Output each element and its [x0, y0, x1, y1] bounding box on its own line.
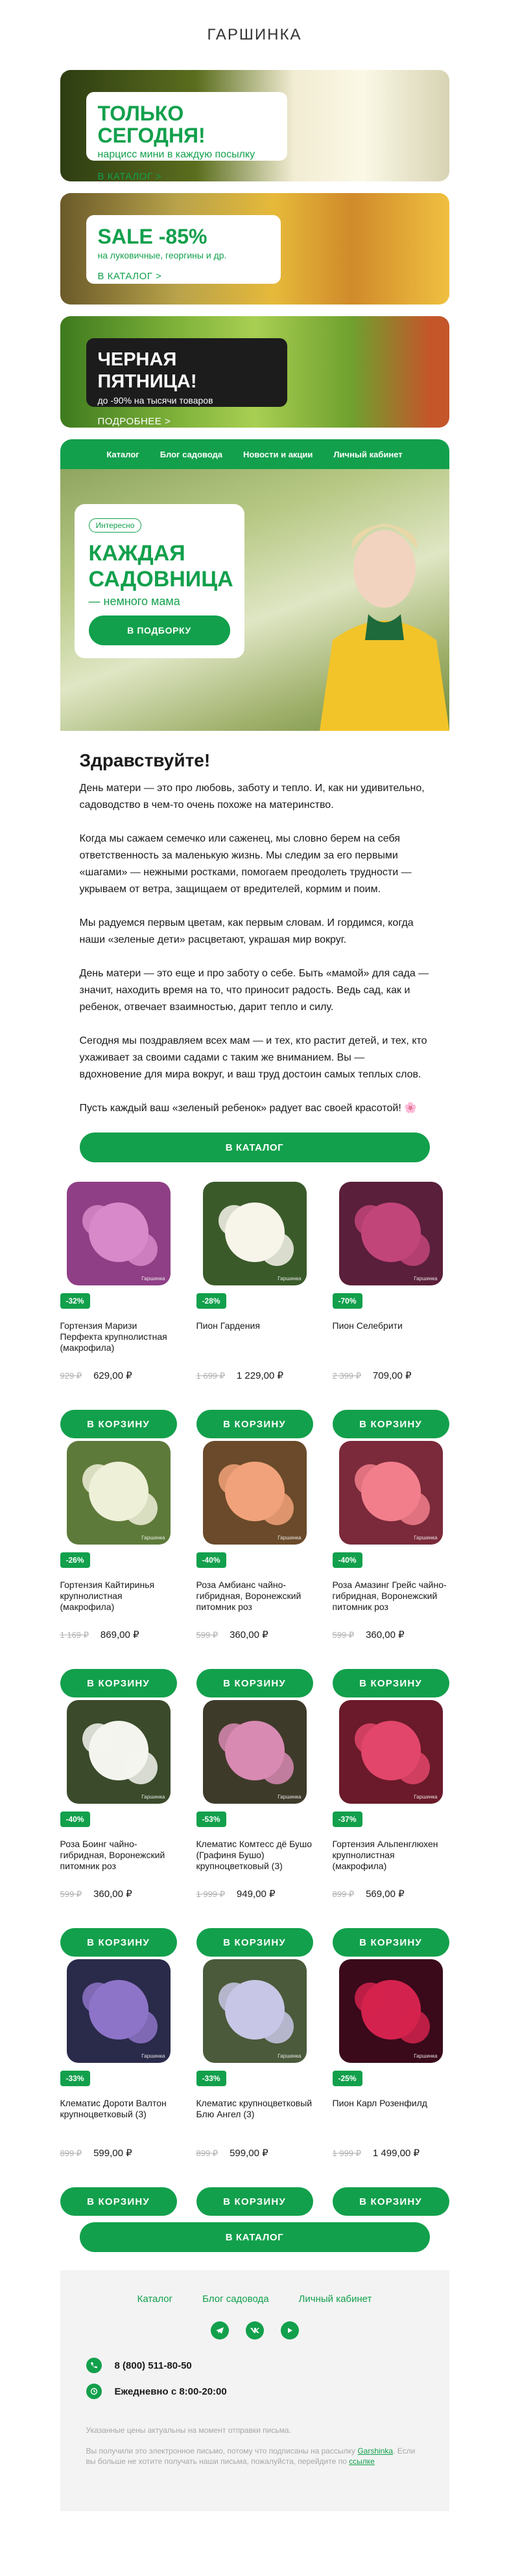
- current-price: 360,00 ₽: [366, 1629, 405, 1640]
- product-name[interactable]: Роза Амбианс чайно-гибридная, Воронежский питомник роз: [196, 1580, 302, 1612]
- hero-title-line2: САДОВНИЦА: [88, 567, 233, 592]
- nav-item-catalog[interactable]: Каталог: [106, 449, 139, 459]
- product-image[interactable]: [67, 1700, 171, 1804]
- product-image[interactable]: [339, 1182, 443, 1285]
- product-card[interactable]: [60, 1700, 177, 1959]
- banner-subtitle: нарцисс мини в каждую посылку: [97, 149, 255, 160]
- product-prices: [60, 1629, 177, 1640]
- product-name[interactable]: Пион Селебрити: [332, 1320, 403, 1331]
- product-image[interactable]: [339, 1441, 443, 1545]
- letter-paragraph: Мы радуемся первым цветам, как первым словам. И гордимся, когда наши «зеленые дети» расцветают, украшая мир вокруг.: [79, 917, 414, 945]
- footer: [60, 2270, 449, 2511]
- add-to-cart-button[interactable]: В КОРЗИНУ: [333, 1928, 449, 1957]
- product-prices: [196, 1629, 313, 1640]
- flower-image: [203, 1959, 307, 2063]
- discount-badge: -37%: [333, 1811, 362, 1827]
- product-card[interactable]: [196, 1441, 313, 1700]
- banner-link[interactable]: ПОДРОБНЕЕ >: [97, 416, 171, 427]
- brand-link[interactable]: Garshinka: [357, 2446, 394, 2455]
- hours-row: [86, 2384, 423, 2399]
- letter-paragraph: Сегодня мы поздравляем всех мам — и тех, кто растит детей, и тех, кто ухаживает за своими садами с таким же вниманием. Вы — вдохновение для мира вокруг, и ваш труд достоин самых теплых слов.: [79, 1035, 427, 1080]
- product-prices: [60, 1888, 177, 1900]
- add-to-cart-button[interactable]: В КОРЗИНУ: [196, 2187, 313, 2216]
- add-to-cart-button[interactable]: В КОРЗИНУ: [196, 1410, 313, 1438]
- watermark: Гаршинка: [141, 1794, 165, 1800]
- add-to-cart-button[interactable]: В КОРЗИНУ: [60, 1928, 177, 1957]
- working-hours: Ежедневно с 8:00-20:00: [114, 2386, 227, 2397]
- product-name[interactable]: Пион Карл Розенфилд: [332, 2098, 427, 2108]
- product-prices: [60, 2147, 177, 2159]
- add-to-cart-button[interactable]: В КОРЗИНУ: [196, 1669, 313, 1697]
- product-image-bloom: [355, 1983, 386, 2014]
- banner-link[interactable]: В КАТАЛОГ >: [97, 171, 162, 181]
- flower-image: [203, 1700, 307, 1804]
- banner-subtitle: до -90% на тысячи товаров: [97, 395, 213, 406]
- nav-item-account[interactable]: Личный кабинет: [333, 449, 403, 459]
- discount-badge: -40%: [333, 1552, 362, 1568]
- unsubscribe-link[interactable]: ссылке: [349, 2457, 375, 2466]
- product-image-bloom: [219, 1983, 250, 2014]
- product-image-bloom: [260, 1232, 294, 1266]
- nav-item-blog[interactable]: Блог садовода: [160, 449, 222, 459]
- product-image-bloom: [355, 1723, 386, 1754]
- product-image[interactable]: [67, 1441, 171, 1545]
- product-image[interactable]: [203, 1700, 307, 1804]
- product-image-bloom: [124, 2010, 158, 2043]
- discount-badge: -40%: [196, 1552, 226, 1568]
- product-name[interactable]: Роза Амазинг Грейс чайно-гибридная, Воронежский питомник роз: [332, 1580, 447, 1612]
- footer-link-blog[interactable]: Блог садовода: [202, 2294, 269, 2305]
- product-card[interactable]: [333, 1441, 449, 1700]
- product-name[interactable]: Клематис крупноцветковый Блю Ангел (3): [196, 2098, 313, 2119]
- social-links: [86, 2321, 423, 2340]
- watermark: Гаршинка: [414, 1276, 438, 1282]
- phone-row[interactable]: [86, 2358, 423, 2373]
- banner-link[interactable]: В КАТАЛОГ >: [97, 271, 162, 282]
- flower-image: [67, 1182, 171, 1285]
- add-to-cart-button[interactable]: В КОРЗИНУ: [60, 1669, 177, 1697]
- product-name[interactable]: Гортензия Маризи Перфекта крупнолистная (макрофила): [60, 1320, 167, 1353]
- product-image-bloom: [396, 1232, 430, 1266]
- product-image-bloom: [396, 1751, 430, 1784]
- banner-title: SALE -85%: [97, 225, 207, 248]
- main-nav: [60, 439, 449, 469]
- product-image-bloom: [219, 1205, 250, 1236]
- watermark: Гаршинка: [414, 1794, 438, 1800]
- email-container: [60, 0, 449, 2511]
- letter-paragraph: День матери — это про любовь, заботу и тепло. И, как ни удивительно, садоводство в чем-то очень похоже на материнство.: [79, 783, 425, 811]
- product-prices: [196, 1888, 313, 1900]
- product-image-bloom: [124, 1491, 158, 1525]
- discount-badge: -53%: [196, 1811, 226, 1827]
- product-prices: [333, 1370, 449, 1381]
- flower-image: [67, 1959, 171, 2063]
- discount-badge: -70%: [333, 1293, 362, 1309]
- promo-banner-today[interactable]: [60, 70, 449, 181]
- catalog-button[interactable]: В КАТАЛОГ: [80, 1133, 430, 1162]
- flower-image: [339, 1700, 443, 1804]
- product-image-bloom: [260, 2010, 294, 2043]
- nav-item-news[interactable]: Новости и акции: [243, 449, 313, 459]
- product-name[interactable]: Гортензия Альпенглюхен крупнолистная (макрофила): [332, 1839, 438, 1871]
- product-image-bloom: [82, 1983, 113, 2014]
- banner-card: [86, 338, 287, 427]
- product-name[interactable]: Гортензия Кайтиринья крупнолистная (макрофила): [60, 1580, 155, 1612]
- flower-image: [339, 1182, 443, 1285]
- product-name[interactable]: Роза Боинг чайно-гибридная, Воронежский питомник роз: [60, 1839, 165, 1871]
- product-card[interactable]: [333, 1182, 449, 1441]
- old-price: 1 999 ₽: [196, 1889, 225, 1899]
- promo-banner-sale[interactable]: [60, 193, 449, 305]
- vk-icon[interactable]: [246, 2321, 264, 2340]
- discount-badge: -32%: [60, 1293, 90, 1309]
- old-price: 899 ₽: [332, 1889, 355, 1899]
- banner-card: [86, 92, 287, 181]
- product-card[interactable]: [333, 1959, 449, 2218]
- product-prices: [196, 2147, 313, 2159]
- old-price: 929 ₽: [60, 1371, 82, 1381]
- clock-icon: [86, 2384, 102, 2399]
- watermark: Гаршинка: [278, 1535, 302, 1541]
- letter-paragraph: День матери — это еще и про заботу о себе. Быть «мамой» для сада — значит, находить время на то, что приносит радость. Ведь сад, как и ребенок, отвечает взаимностью, дарит тепло и силу.: [79, 968, 429, 1013]
- product-image[interactable]: [203, 1441, 307, 1545]
- hero-subtitle: — немного мама: [88, 595, 180, 608]
- discount-badge: -33%: [60, 2071, 90, 2086]
- flower-image: [339, 1959, 443, 2063]
- discount-badge: -26%: [60, 1552, 90, 1568]
- old-price: 599 ₽: [196, 1630, 219, 1640]
- product-prices: [333, 1629, 449, 1640]
- banner-title: ЧЕРНАЯ ПЯТНИЦА!: [97, 349, 197, 392]
- current-price: 569,00 ₽: [366, 1889, 405, 1900]
- old-price: 2 399 ₽: [332, 1371, 361, 1381]
- hero-title-line1: КАЖДАЯ: [88, 541, 185, 566]
- watermark: Гаршинка: [414, 2053, 438, 2059]
- banner-subtitle: на луковичные, георгины и др.: [97, 250, 227, 260]
- add-to-cart-button[interactable]: В КОРЗИНУ: [196, 1928, 313, 1957]
- product-card[interactable]: [60, 1959, 177, 2218]
- product-card[interactable]: [333, 1700, 449, 1959]
- discount-badge: -40%: [60, 1811, 90, 1827]
- product-prices: [196, 1370, 313, 1381]
- flower-image: [203, 1182, 307, 1285]
- product-image[interactable]: [339, 1959, 443, 2063]
- old-price: 1 169 ₽: [60, 1630, 89, 1640]
- youtube-icon[interactable]: [281, 2321, 299, 2340]
- current-price: 709,00 ₽: [372, 1370, 412, 1381]
- greeting: Здравствуйте!: [79, 750, 211, 770]
- watermark: Гаршинка: [278, 1794, 302, 1800]
- hero-section: [60, 439, 449, 731]
- letter-paragraph: Когда мы сажаем семечко или саженец, мы словно берем на себя ответственность за маленькую жизнь. Мы следим за его первыми «шагами» — нежными ростками, помогаем преодолеть трудности — укрываем от ветра, защищаем от вредителей, кормим и поим.: [79, 833, 412, 895]
- current-price: 360,00 ₽: [93, 1889, 132, 1900]
- product-grid: [60, 1182, 449, 2218]
- product-image-bloom: [355, 1205, 386, 1236]
- product-image-bloom: [260, 1491, 294, 1525]
- product-card[interactable]: [196, 1700, 313, 1959]
- current-price: 869,00 ₽: [100, 1629, 139, 1640]
- product-card[interactable]: [60, 1182, 177, 1441]
- phone-number[interactable]: 8 (800) 511-80-50: [114, 2360, 192, 2371]
- product-image[interactable]: [203, 1182, 307, 1285]
- price-note: Указанные цены актуальны на момент отправки письма.: [86, 2426, 291, 2435]
- product-card[interactable]: [60, 1441, 177, 1700]
- product-prices: [333, 2147, 449, 2159]
- add-to-cart-button[interactable]: В КОРЗИНУ: [333, 1669, 449, 1697]
- footer-link-account[interactable]: Личный кабинет: [298, 2294, 372, 2305]
- current-price: 629,00 ₽: [93, 1370, 132, 1381]
- product-prices: [333, 1888, 449, 1900]
- product-prices: [60, 1370, 177, 1381]
- flower-image: [339, 1441, 443, 1545]
- letter-paragraph: Пусть каждый ваш «зеленый ребенок» радует вас своей красотой! 🌸: [79, 1103, 418, 1114]
- current-price: 599,00 ₽: [230, 2148, 268, 2159]
- old-price: 899 ₽: [196, 2148, 219, 2158]
- flower-image: [67, 1700, 171, 1804]
- product-image-bloom: [260, 1751, 294, 1784]
- watermark: Гаршинка: [414, 1535, 438, 1541]
- product-image-bloom: [219, 1464, 250, 1495]
- unsubscribe-text-middle: . Если вы больше не хотите получать наши письма, пожалуйста, перейдите по: [86, 2446, 416, 2466]
- product-name[interactable]: Клематис Комтесс дё Бушо (Графиня Бушо) крупноцветковый (3): [196, 1839, 313, 1871]
- banner-card: [86, 215, 281, 284]
- phone-icon: [86, 2358, 102, 2373]
- watermark: Гаршинка: [278, 1276, 302, 1282]
- hero-card: [75, 504, 244, 658]
- discount-badge: -25%: [333, 2071, 362, 2086]
- old-price: 599 ₽: [60, 1889, 82, 1899]
- unsubscribe-note: [86, 2446, 423, 2467]
- flower-image: [67, 1441, 171, 1545]
- product-image-bloom: [396, 1491, 430, 1525]
- hero-button[interactable]: В ПОДБОРКУ: [89, 615, 230, 645]
- discount-badge: -28%: [196, 1293, 226, 1309]
- product-card[interactable]: [196, 1959, 313, 2218]
- catalog-button-bottom[interactable]: В КАТАЛОГ: [80, 2222, 430, 2252]
- watermark: Гаршинка: [141, 1535, 165, 1541]
- product-card[interactable]: [196, 1182, 313, 1441]
- product-image[interactable]: [67, 1182, 171, 1285]
- add-to-cart-button[interactable]: В КОРЗИНУ: [333, 1410, 449, 1438]
- current-price: 599,00 ₽: [93, 2148, 132, 2159]
- current-price: 949,00 ₽: [236, 1889, 276, 1900]
- flower-image: [203, 1441, 307, 1545]
- add-to-cart-button[interactable]: В КОРЗИНУ: [60, 2187, 177, 2216]
- gardener-image: [307, 491, 449, 731]
- product-image-bloom: [355, 1464, 386, 1495]
- watermark: Гаршинка: [141, 1276, 165, 1282]
- product-image-bloom: [124, 1232, 158, 1266]
- footer-link-catalog[interactable]: Каталог: [137, 2294, 173, 2305]
- old-price: 1 699 ₽: [196, 1371, 225, 1381]
- promo-banner-black-friday[interactable]: [60, 316, 449, 428]
- product-image-bloom: [124, 1751, 158, 1784]
- telegram-icon[interactable]: [211, 2321, 229, 2340]
- brand-logo[interactable]: ГАРШИНКА: [207, 26, 302, 43]
- product-image-bloom: [219, 1723, 250, 1754]
- old-price: 899 ₽: [60, 2148, 82, 2158]
- footer-links: [86, 2294, 423, 2305]
- banner-title: ТОЛЬКО СЕГОДНЯ!: [97, 102, 206, 147]
- discount-badge: -33%: [196, 2071, 226, 2086]
- product-image-bloom: [82, 1464, 113, 1495]
- product-image-bloom: [82, 1205, 113, 1236]
- product-image[interactable]: [203, 1959, 307, 2063]
- product-name[interactable]: Клематис Дороти Валтон крупноцветковый (3): [60, 2098, 167, 2119]
- product-image[interactable]: [67, 1959, 171, 2063]
- old-price: 1 999 ₽: [332, 2148, 361, 2158]
- hero-tag: Интересно: [89, 518, 142, 533]
- add-to-cart-button[interactable]: В КОРЗИНУ: [333, 2187, 449, 2216]
- current-price: 1 229,00 ₽: [236, 1370, 284, 1381]
- watermark: Гаршинка: [141, 2053, 165, 2059]
- current-price: 1 499,00 ₽: [372, 2148, 420, 2159]
- watermark: Гаршинка: [278, 2053, 302, 2059]
- product-image[interactable]: [339, 1700, 443, 1804]
- product-image-bloom: [396, 2010, 430, 2043]
- letter-body: [60, 731, 449, 1117]
- old-price: 599 ₽: [332, 1630, 355, 1640]
- current-price: 360,00 ₽: [230, 1629, 268, 1640]
- product-name[interactable]: Пион Гардения: [196, 1320, 260, 1331]
- unsubscribe-text: Вы получили это электронное письмо, потому что подписаны на рассылку: [86, 2446, 355, 2455]
- product-image-bloom: [82, 1723, 113, 1754]
- add-to-cart-button[interactable]: В КОРЗИНУ: [60, 1410, 177, 1438]
